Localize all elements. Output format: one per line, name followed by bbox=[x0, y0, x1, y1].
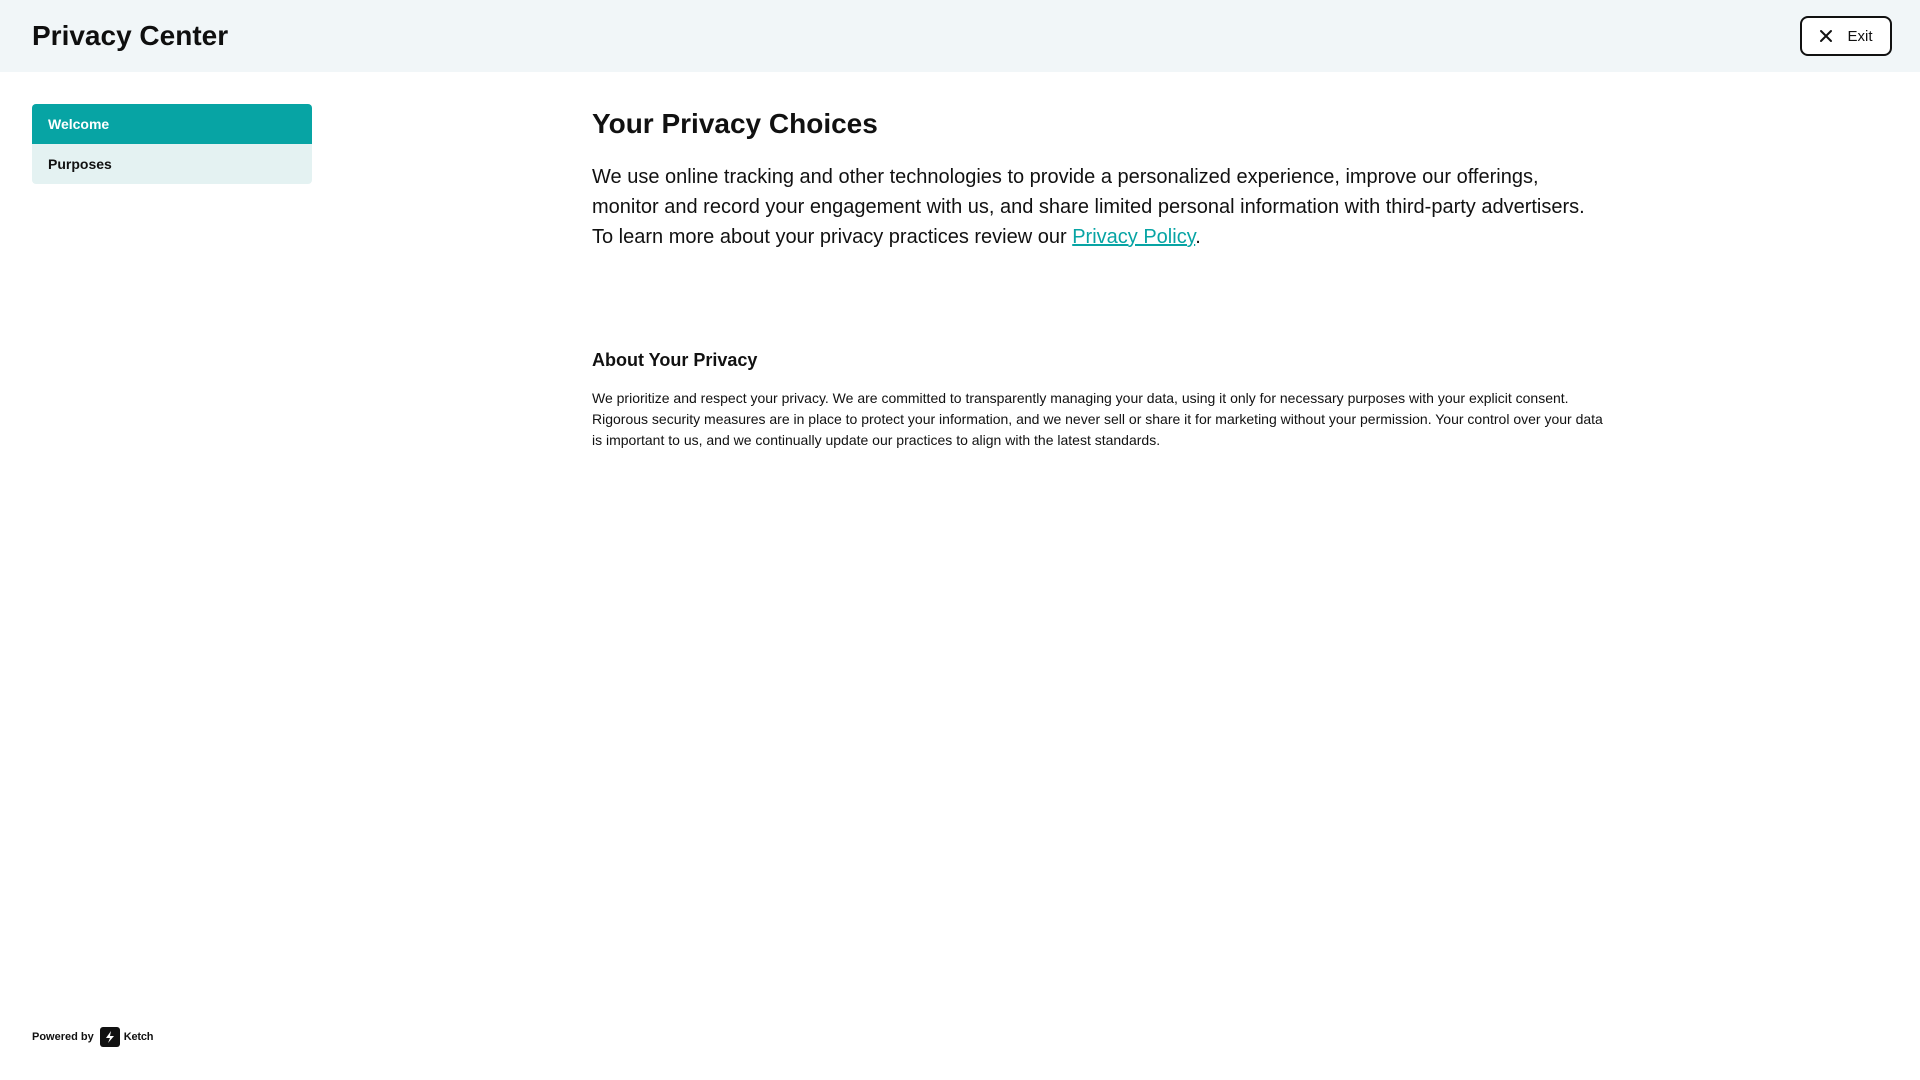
intro-text: We use online tracking and other technologies to provide a personalized experience, improve our offerings, monitor and record your engagement with us, and share limited personal information with third-party advertisers. To learn more about your privacy practices review our bbox=[592, 166, 1585, 248]
ketch-logo[interactable] bbox=[100, 1027, 154, 1047]
page-title: Privacy Center bbox=[32, 20, 229, 51]
privacy-policy-link[interactable]: Privacy Policy bbox=[1072, 226, 1196, 248]
main-content bbox=[592, 104, 1604, 451]
footer-powered-by bbox=[32, 1027, 153, 1047]
sidebar-item-purposes[interactable] bbox=[32, 144, 312, 184]
close-icon bbox=[1819, 29, 1833, 43]
exit-button[interactable] bbox=[1800, 16, 1892, 56]
sidebar-item-label: Purposes bbox=[48, 156, 112, 172]
header-bar bbox=[0, 0, 1920, 72]
intro-end: . bbox=[1195, 226, 1201, 248]
about-paragraph: We prioritize and respect your privacy. We are committed to transparently managing your data, using it only for necessary purposes with your explicit consent. Rigorous security measures are in place to protect your information, and we never sell or share it for marketing without your permission. Your control over your data is important to us, and we continually update our practices to align with the latest standards. bbox=[592, 390, 1603, 448]
ketch-logo-icon bbox=[100, 1027, 120, 1047]
sidebar-item-label: Welcome bbox=[48, 116, 110, 132]
powered-by-label: Powered by bbox=[32, 1031, 94, 1043]
ketch-brand-name: Ketch bbox=[123, 1031, 154, 1043]
about-title: About Your Privacy bbox=[592, 350, 758, 370]
intro-paragraph bbox=[592, 162, 1604, 252]
sidebar-nav bbox=[32, 104, 312, 184]
exit-button-label: Exit bbox=[1847, 27, 1873, 45]
section-title: Your Privacy Choices bbox=[592, 108, 878, 139]
sidebar-item-welcome[interactable] bbox=[32, 104, 312, 144]
